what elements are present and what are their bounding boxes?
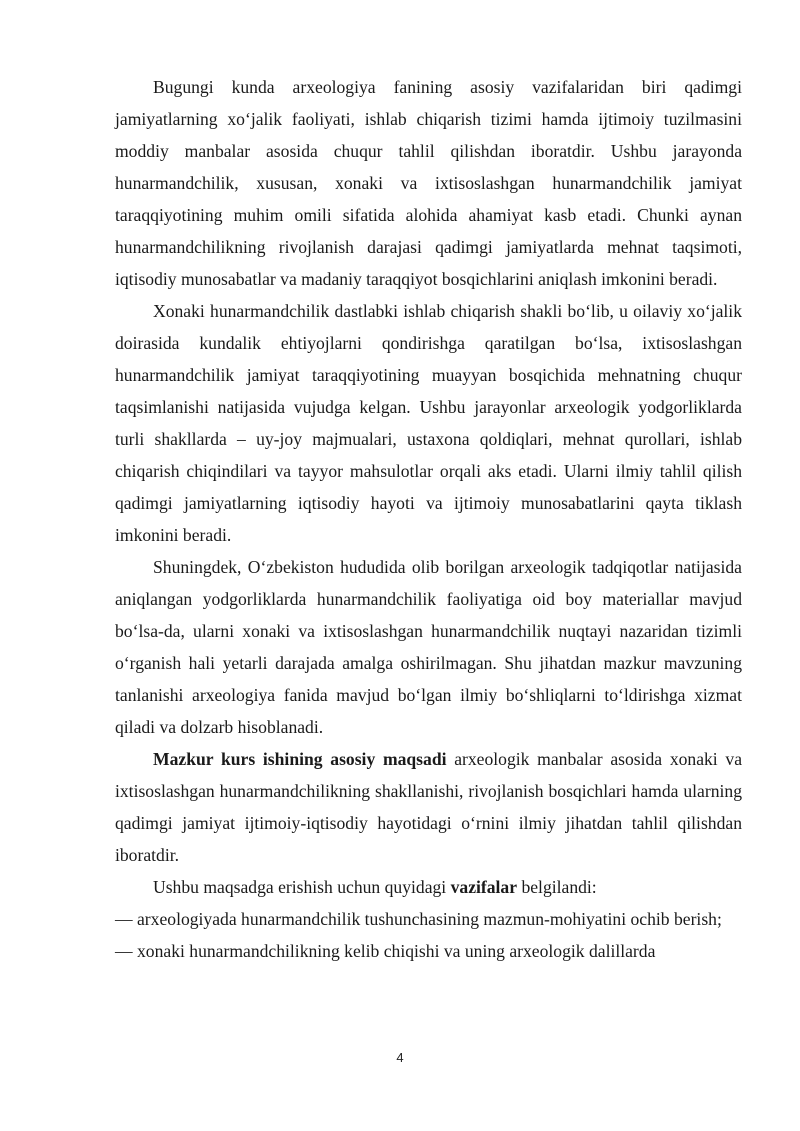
- tasks-intro-text: Ushbu maqsadga erishish uchun quyidagi: [153, 877, 451, 897]
- page-number: 4: [396, 1050, 404, 1065]
- tasks-bold-text: vazifalar: [450, 877, 518, 897]
- bullet-item: — xonaki hunarmandchilikning kelib chiqishi va uning arxeologik dalillarda: [115, 941, 656, 961]
- bullet-item: — arxeologiyada hunarmandchilik tushunchasining mazmun-mohiyatini ochib berish;: [115, 909, 722, 929]
- paragraph-tasks-intro: [115, 871, 742, 903]
- aim-bold-text: Mazkur kurs ishining asosiy maqsadi: [153, 749, 447, 769]
- paragraph-aim: [115, 743, 742, 871]
- paragraph-home-crafts: Xonaki hunarmandchilik dastlabki ishlab chiqarish shakli bo‘lib, u oilaviy xo‘jalik doirasida kundalik ehtiyojlarni qondirishga qaratilgan bo‘lsa, ixtisoslashgan hunarmandchilik jamiyat taraqqiyotining muayyan bosqichida mehnatning chuqur taqsimlanishi natijasida vujudga kelgan. Ushbu jarayonlar arxeologik yodgorliklarda turli shakllarda – uy-joy majmualari, ustaxona qoldiqlari, mehnat qurollari, ishlab chiqarish chiqindilari va tayyor mahsulotlar orqali aks etadi. Ularni ilmiy tahlil qilish qadimgi jamiyatlarning iqtisodiy hayoti va ijtimoiy munosabatlarini qayta tiklash imkonini beradi.: [115, 301, 742, 545]
- paragraph-uzbekistan-research: Shuningdek, O‘zbekiston hududida olib borilgan arxeologik tadqiqotlar natijasida aniqlangan yodgorliklarda hunarmandchilik faoliyatiga oid boy materiallar mavjud bo‘lsa-da, ularni xonaki va ixtisoslashgan hunarmandchilik nuqtayi nazaridan tizimli o‘rganish hali yetarli darajada amalga oshirilmagan. Shu jihatdan mazkur mavzuning tanlanishi arxeologiya fanida mavjud bo‘lgan ilmiy bo‘shliqlarni to‘ldirishga xizmat qiladi va dolzarb hisoblanadi.: [115, 557, 742, 737]
- tasks-after-text: belgilandi:: [517, 877, 597, 897]
- aim-text: arxeologik manbalar asosida xonaki va ixtisoslashgan hunarmandchilikning shakllanishi, rivojlanish bosqichlari hamda ularning qadimgi jamiyat ijtimoiy-iqtisodiy hayotidagi o‘rnini ilmiy jihatdan tahlil qilishdan iboratdir.: [115, 749, 743, 865]
- paragraph-intro: Bugungi kunda arxeologiya fanining asosiy vazifalaridan biri qadimgi jamiyatlarning xo‘jalik faoliyati, ishlab chiqarish tizimi hamda ijtimoiy tuzilmasini moddiy manbalar asosida chuqur tahlil qilishdan iboratdir. Ushbu jarayonda hunarmandchilik, xususan, xonaki va ixtisoslashgan hunarmandchilik jamiyat taraqqiyotining muhim omili sifatida alohida ahamiyat kasb etadi. Chunki aynan hunarmandchilikning rivojlanish darajasi qadimgi jamiyatlarda mehnat taqsimoti, iqtisodiy munosabatlar va madaniy taraqqiyot bosqichlarini aniqlash imkonini beradi.: [115, 77, 742, 289]
- document-body: [115, 71, 742, 967]
